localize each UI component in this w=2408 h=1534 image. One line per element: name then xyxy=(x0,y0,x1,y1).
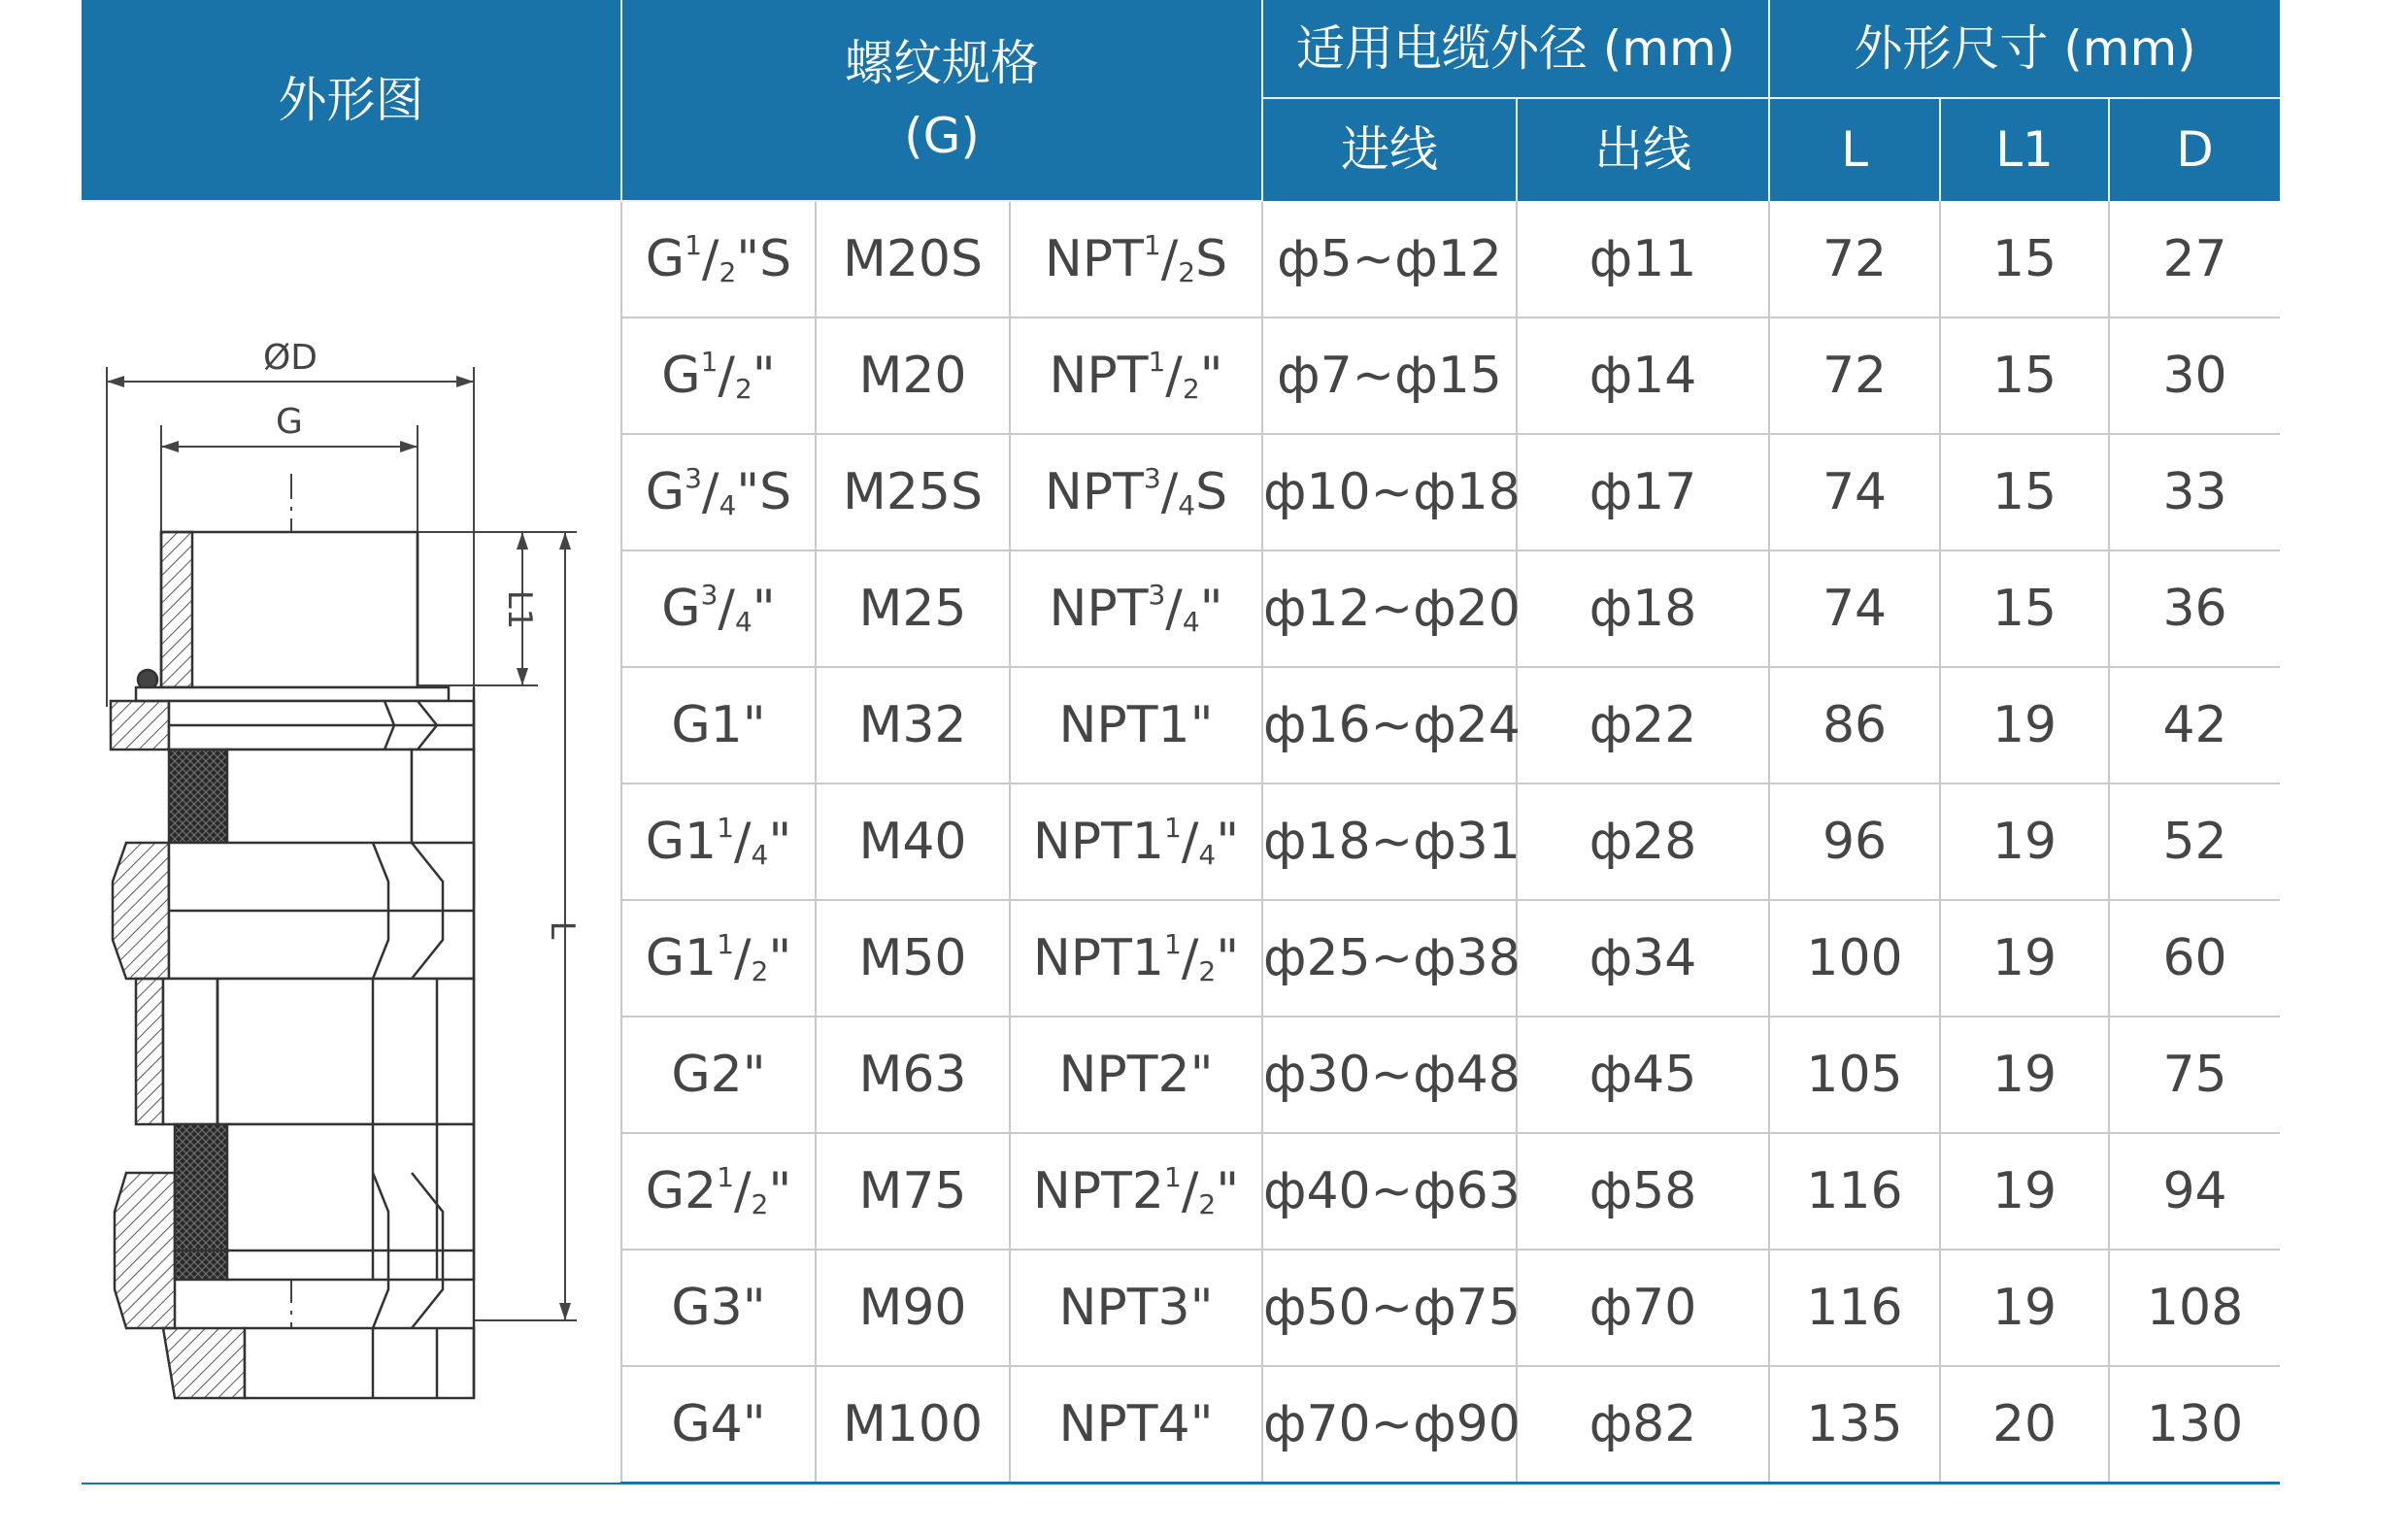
row-npt-suffix: " xyxy=(1216,929,1240,987)
row-m: M63 xyxy=(858,1046,967,1104)
dim-L1-cell xyxy=(1940,201,2109,317)
row-g-base: G3" xyxy=(671,1279,766,1337)
spec-body xyxy=(82,201,2280,1484)
npt-thread-value: $NPT^3/_4$" xyxy=(1049,579,1223,638)
g-thread-cell xyxy=(621,784,816,900)
od-label: ØD xyxy=(262,338,318,378)
dim-D-cell xyxy=(2109,667,2280,784)
row-npt-num: 1 xyxy=(1164,928,1182,960)
row-L: 105 xyxy=(1806,1046,1903,1104)
g-thread-cell xyxy=(621,434,816,550)
row-D: 27 xyxy=(2162,229,2227,288)
dim-L1-cell xyxy=(1940,1366,2109,1484)
row-cout: ф17 xyxy=(1589,463,1697,521)
row-L: 96 xyxy=(1822,813,1888,871)
row-cout: ф70 xyxy=(1589,1279,1697,1337)
row-cin: ф10~ф18 xyxy=(1263,463,1521,521)
row-npt-base: NPT xyxy=(1044,230,1144,288)
row-D: 30 xyxy=(2162,347,2227,405)
dim-L-cell xyxy=(1769,1366,1940,1484)
header-thread-spec xyxy=(621,0,1262,201)
npt-thread-cell xyxy=(1010,1017,1262,1133)
npt-thread-value: $NPT^1/_2S$ xyxy=(1044,229,1228,288)
npt-thread-value xyxy=(1058,1395,1213,1453)
row-g-num: 3 xyxy=(685,462,702,494)
row-g-base: G xyxy=(661,580,701,638)
metric-thread-cell xyxy=(816,1133,1010,1250)
row-cin: ф12~ф20 xyxy=(1263,580,1521,638)
cable-out-cell xyxy=(1517,1017,1769,1133)
cable-out-cell xyxy=(1517,1133,1769,1250)
dim-L-cell xyxy=(1769,201,1940,317)
row-m: M32 xyxy=(858,696,967,754)
row-g-suffix: " xyxy=(768,1162,792,1220)
row-L: 135 xyxy=(1806,1395,1903,1453)
row-npt-suffix: " xyxy=(1199,580,1223,638)
header-cable-out: 出线 xyxy=(1517,98,1769,201)
row-g-base: G xyxy=(661,347,701,405)
row-L: 116 xyxy=(1806,1162,1903,1220)
g-thread-cell xyxy=(621,1366,816,1484)
dim-L-cell xyxy=(1769,550,1940,667)
row-g-base: G1 xyxy=(645,929,718,987)
npt-thread-value: $NPT2^1/_2$" xyxy=(1032,1161,1240,1220)
row-L: 74 xyxy=(1822,580,1888,638)
npt-thread-cell xyxy=(1010,201,1262,317)
row-cout: ф45 xyxy=(1589,1046,1697,1104)
row-npt-suffix: " xyxy=(1199,347,1223,405)
metric-thread-cell xyxy=(816,1017,1010,1133)
g-thread-value: $G1^1/_2$" xyxy=(645,928,792,987)
row-g-den: 4 xyxy=(734,606,752,638)
cable-out-cell xyxy=(1517,900,1769,1017)
g-thread-value: $G^3/_4$" xyxy=(661,579,776,638)
g-thread-cell xyxy=(621,317,816,434)
row-g-base: G1" xyxy=(671,696,766,754)
dim-D-cell xyxy=(2109,201,2280,317)
npt-thread-value: $NPT1^1/_2$" xyxy=(1032,928,1240,987)
row-m: M25S xyxy=(842,463,984,521)
npt-thread-cell xyxy=(1010,1366,1262,1484)
row-L: 74 xyxy=(1822,463,1888,521)
row-cout: ф14 xyxy=(1589,347,1697,405)
row-npt-num: 3 xyxy=(1143,462,1161,494)
row-g-base: G2 xyxy=(645,1162,718,1220)
g-thread-value xyxy=(671,1046,765,1104)
row-L: 116 xyxy=(1806,1279,1903,1337)
row-L1: 20 xyxy=(1991,1395,2057,1453)
row-D: 75 xyxy=(2162,1046,2227,1104)
row-L1: 19 xyxy=(1991,1046,2057,1104)
row-cout: ф18 xyxy=(1589,580,1697,638)
cable-in-cell xyxy=(1262,1017,1521,1133)
npt-thread-cell xyxy=(1010,1250,1262,1366)
metric-thread-cell xyxy=(816,550,1010,667)
row-cin: ф7~ф15 xyxy=(1277,347,1502,405)
row-npt-base: NPT xyxy=(1049,347,1149,405)
row-g-suffix: " xyxy=(752,580,776,638)
g-thread-value: $G^3/_4"S$ xyxy=(645,462,792,521)
row-m: M25 xyxy=(858,580,967,638)
npt-thread-value xyxy=(1058,696,1213,754)
row-npt-suffix: " xyxy=(1216,813,1240,871)
npt-thread-cell xyxy=(1010,550,1262,667)
row-cout: ф82 xyxy=(1589,1395,1697,1453)
row-L1: 19 xyxy=(1991,1162,2057,1220)
npt-thread-value: $NPT1^1/_4$" xyxy=(1032,812,1240,871)
row-m: M20 xyxy=(858,347,967,405)
row-cout: ф11 xyxy=(1589,229,1697,288)
npt-thread-value: $NPT^1/_2$" xyxy=(1049,346,1223,405)
gland-body xyxy=(111,532,474,1398)
dim-D-cell xyxy=(2109,1250,2280,1366)
row-npt-suffix: S xyxy=(1195,230,1228,288)
dim-L1-cell xyxy=(1940,550,2109,667)
row-g-den: 2 xyxy=(719,256,737,288)
cable-out-cell xyxy=(1517,434,1769,550)
g-thread-cell xyxy=(621,201,816,317)
row-L1: 19 xyxy=(1991,696,2057,754)
dim-L-cell xyxy=(1769,1133,1940,1250)
row-g-num: 1 xyxy=(717,928,734,960)
npt-thread-value xyxy=(1058,1046,1213,1104)
cable-out-cell xyxy=(1517,1250,1769,1366)
metric-thread-cell xyxy=(816,667,1010,784)
dim-L1-cell xyxy=(1940,1017,2109,1133)
row-m: M75 xyxy=(858,1162,967,1220)
metric-thread-cell xyxy=(816,317,1010,434)
dim-L-cell xyxy=(1769,1017,1940,1133)
row-g-base: G xyxy=(645,230,686,288)
row-npt-base: NPT2 xyxy=(1032,1162,1164,1220)
dim-L1-cell xyxy=(1940,784,2109,900)
row-npt-den: 4 xyxy=(1178,489,1196,521)
g-thread-value xyxy=(671,1279,765,1337)
header-L1: L1 xyxy=(1940,98,2109,201)
g-thread-value xyxy=(671,1395,765,1453)
npt-thread-cell xyxy=(1010,1133,1262,1250)
row-npt-base: NPT1 xyxy=(1032,813,1164,871)
row-g-num: 1 xyxy=(717,812,734,844)
row-m: M20S xyxy=(842,230,984,288)
header-D: D xyxy=(2109,98,2280,201)
row-D: 52 xyxy=(2162,813,2227,871)
metric-thread-cell xyxy=(816,434,1010,550)
metric-thread-cell xyxy=(816,900,1010,1017)
row-cin: ф16~ф24 xyxy=(1263,696,1521,754)
dim-D-cell xyxy=(2109,1366,2280,1484)
cable-out-cell xyxy=(1517,201,1769,317)
cable-in-cell xyxy=(1262,784,1521,900)
npt-thread-value: $NPT^3/_4S$ xyxy=(1044,462,1228,521)
row-L: 72 xyxy=(1822,229,1888,288)
npt-thread-value xyxy=(1058,1279,1213,1337)
metric-thread-cell xyxy=(816,1366,1010,1484)
row-D: 36 xyxy=(2162,580,2227,638)
cable-in-cell xyxy=(1262,1366,1521,1484)
g-thread-cell xyxy=(621,1250,816,1366)
row-L1: 15 xyxy=(1991,347,2057,405)
cable-in-cell xyxy=(1262,1250,1521,1366)
header-shape: 外形图 xyxy=(82,0,621,201)
cable-out-cell xyxy=(1517,317,1769,434)
row-g-suffix: " xyxy=(768,929,792,987)
row-g-base: G xyxy=(645,463,686,521)
row-cout: ф58 xyxy=(1589,1162,1697,1220)
header-cable-od: 适用电缆外径 (mm) xyxy=(1262,0,1769,98)
row-g-suffix: " xyxy=(752,347,776,405)
row-npt-num: 1 xyxy=(1143,229,1161,261)
row-g-base: G4" xyxy=(671,1395,766,1453)
metric-thread-cell xyxy=(816,784,1010,900)
row-cin: ф18~ф31 xyxy=(1263,813,1521,871)
row-D: 33 xyxy=(2162,463,2227,521)
dim-L1-cell xyxy=(1940,434,2109,550)
row-g-suffix: "S xyxy=(736,230,792,288)
npt-thread-cell xyxy=(1010,784,1262,900)
g-thread-cell xyxy=(621,1017,816,1133)
row-npt-num: 1 xyxy=(1164,1161,1182,1193)
l-dimension xyxy=(474,532,582,1320)
row-npt-num: 1 xyxy=(1164,812,1182,844)
dim-L1-cell xyxy=(1940,667,2109,784)
g-thread-cell xyxy=(621,1133,816,1250)
dim-L-cell xyxy=(1769,434,1940,550)
cable-out-cell xyxy=(1517,667,1769,784)
row-L1: 15 xyxy=(1991,463,2057,521)
dim-L1-cell xyxy=(1940,317,2109,434)
row-npt-suffix: " xyxy=(1216,1162,1240,1220)
row-npt-den: 2 xyxy=(1198,955,1217,987)
row-L: 100 xyxy=(1806,929,1903,987)
cable-in-cell xyxy=(1262,201,1517,317)
row-npt-base: NPT3" xyxy=(1058,1279,1214,1337)
row-cout: ф22 xyxy=(1589,696,1697,754)
dim-D-cell xyxy=(2109,434,2280,550)
row-D: 94 xyxy=(2162,1162,2227,1220)
row-g-den: 2 xyxy=(751,1188,769,1220)
row-cout: ф28 xyxy=(1589,813,1697,871)
row-L1: 19 xyxy=(1991,929,2057,987)
row-g-suffix: " xyxy=(768,813,792,871)
row-D: 42 xyxy=(2162,696,2227,754)
spec-table xyxy=(82,0,2280,1484)
g-thread-cell xyxy=(621,900,816,1017)
row-npt-den: 2 xyxy=(1178,256,1196,288)
header-L: L xyxy=(1769,98,1940,201)
row-m: M100 xyxy=(842,1395,984,1453)
g-label: G xyxy=(276,402,303,442)
row-g-num: 1 xyxy=(717,1161,734,1193)
row-L: 72 xyxy=(1822,347,1888,405)
dim-L1-cell xyxy=(1940,1250,2109,1366)
dim-D-cell xyxy=(2109,550,2280,667)
row-L1: 19 xyxy=(1991,813,2057,871)
header-thread-spec-sub: (G) xyxy=(904,108,980,164)
row-npt-suffix: S xyxy=(1195,463,1228,521)
dim-L1-cell xyxy=(1940,900,2109,1017)
dim-L-cell xyxy=(1769,667,1940,784)
cable-in-cell xyxy=(1262,1133,1521,1250)
row-L1: 15 xyxy=(1991,580,2057,638)
row-D: 108 xyxy=(2146,1279,2244,1337)
row-npt-num: 3 xyxy=(1148,579,1166,611)
row-npt-base: NPT1" xyxy=(1058,696,1214,754)
row-L: 86 xyxy=(1822,696,1888,754)
dim-L1-cell xyxy=(1940,1133,2109,1250)
g-thread-value: $G^1/_2"S$ xyxy=(645,229,792,288)
row-g-den: 4 xyxy=(751,839,769,871)
row-g-num: 3 xyxy=(700,579,719,611)
dim-L-cell xyxy=(1769,1250,1940,1366)
row-L1: 19 xyxy=(1991,1279,2057,1337)
cable-in-cell xyxy=(1262,317,1517,434)
header-dims: 外形尺寸 (mm) xyxy=(1769,0,2280,98)
row-npt-den: 2 xyxy=(1182,373,1200,405)
dim-L-cell xyxy=(1769,900,1940,1017)
row-cout: ф34 xyxy=(1589,929,1697,987)
l1-label: L1 xyxy=(500,589,539,630)
row-D: 60 xyxy=(2162,929,2227,987)
dim-L-cell xyxy=(1769,784,1940,900)
l-label: L xyxy=(543,920,582,940)
header-thread-spec-title: 螺纹规格 xyxy=(845,35,1039,91)
dim-D-cell xyxy=(2109,317,2280,434)
cable-out-cell xyxy=(1517,1366,1769,1484)
table-row xyxy=(82,201,2280,317)
row-npt-den: 4 xyxy=(1182,606,1200,638)
cable-out-cell xyxy=(1517,784,1769,900)
dim-D-cell xyxy=(2109,900,2280,1017)
row-cin: ф5~ф12 xyxy=(1277,229,1502,288)
npt-thread-cell xyxy=(1010,667,1262,784)
npt-thread-cell xyxy=(1010,900,1262,1017)
g-thread-value: $G^1/_2$" xyxy=(661,346,776,405)
npt-thread-cell xyxy=(1010,317,1262,434)
cable-in-cell xyxy=(1262,550,1521,667)
row-g-den: 2 xyxy=(751,955,769,987)
row-cin: ф30~ф48 xyxy=(1263,1046,1521,1104)
row-cin: ф70~ф90 xyxy=(1263,1395,1521,1453)
row-m: M40 xyxy=(858,813,967,871)
row-g-den: 4 xyxy=(719,489,737,521)
row-g-base: G1 xyxy=(645,813,718,871)
cable-gland-drawing xyxy=(82,202,621,1493)
metric-thread-cell xyxy=(816,1250,1010,1366)
row-npt-base: NPT1 xyxy=(1032,929,1164,987)
row-g-num: 1 xyxy=(685,229,702,261)
row-npt-den: 4 xyxy=(1198,839,1217,871)
row-g-den: 2 xyxy=(734,373,752,405)
cable-in-cell xyxy=(1262,900,1521,1017)
cable-in-cell xyxy=(1262,667,1521,784)
l1-dimension xyxy=(418,532,577,685)
row-cin: ф50~ф75 xyxy=(1263,1279,1521,1337)
row-m: M90 xyxy=(858,1279,967,1337)
row-npt-base: NPT xyxy=(1049,580,1149,638)
row-npt-num: 1 xyxy=(1148,346,1166,378)
g-thread-cell xyxy=(621,550,816,667)
row-g-suffix: "S xyxy=(736,463,792,521)
row-cin: ф25~ф38 xyxy=(1263,929,1521,987)
row-npt-base: NPT4" xyxy=(1058,1395,1214,1453)
row-g-base: G2" xyxy=(671,1046,766,1104)
dim-L-cell xyxy=(1769,317,1940,434)
cable-out-cell xyxy=(1517,550,1769,667)
row-npt-base: NPT xyxy=(1044,463,1144,521)
g-thread-value: $G1^1/_4$" xyxy=(645,812,792,871)
g-thread-value: $G2^1/_2$" xyxy=(645,1161,792,1220)
row-D: 130 xyxy=(2146,1395,2244,1453)
dim-D-cell xyxy=(2109,1017,2280,1133)
shape-drawing-cell xyxy=(82,201,621,1484)
row-g-num: 1 xyxy=(700,346,719,378)
row-cin: ф40~ф63 xyxy=(1263,1162,1521,1220)
dim-D-cell xyxy=(2109,784,2280,900)
row-npt-den: 2 xyxy=(1198,1188,1217,1220)
metric-thread-cell xyxy=(816,201,1010,317)
dim-D-cell xyxy=(2109,1133,2280,1250)
cable-in-cell xyxy=(1262,434,1521,550)
row-L1: 15 xyxy=(1991,229,2057,288)
row-npt-base: NPT2" xyxy=(1058,1046,1214,1104)
g-thread-value xyxy=(671,696,765,754)
row-m: M50 xyxy=(858,929,967,987)
g-thread-cell xyxy=(621,667,816,784)
header-cable-in: 进线 xyxy=(1262,98,1517,201)
npt-thread-cell xyxy=(1010,434,1262,550)
